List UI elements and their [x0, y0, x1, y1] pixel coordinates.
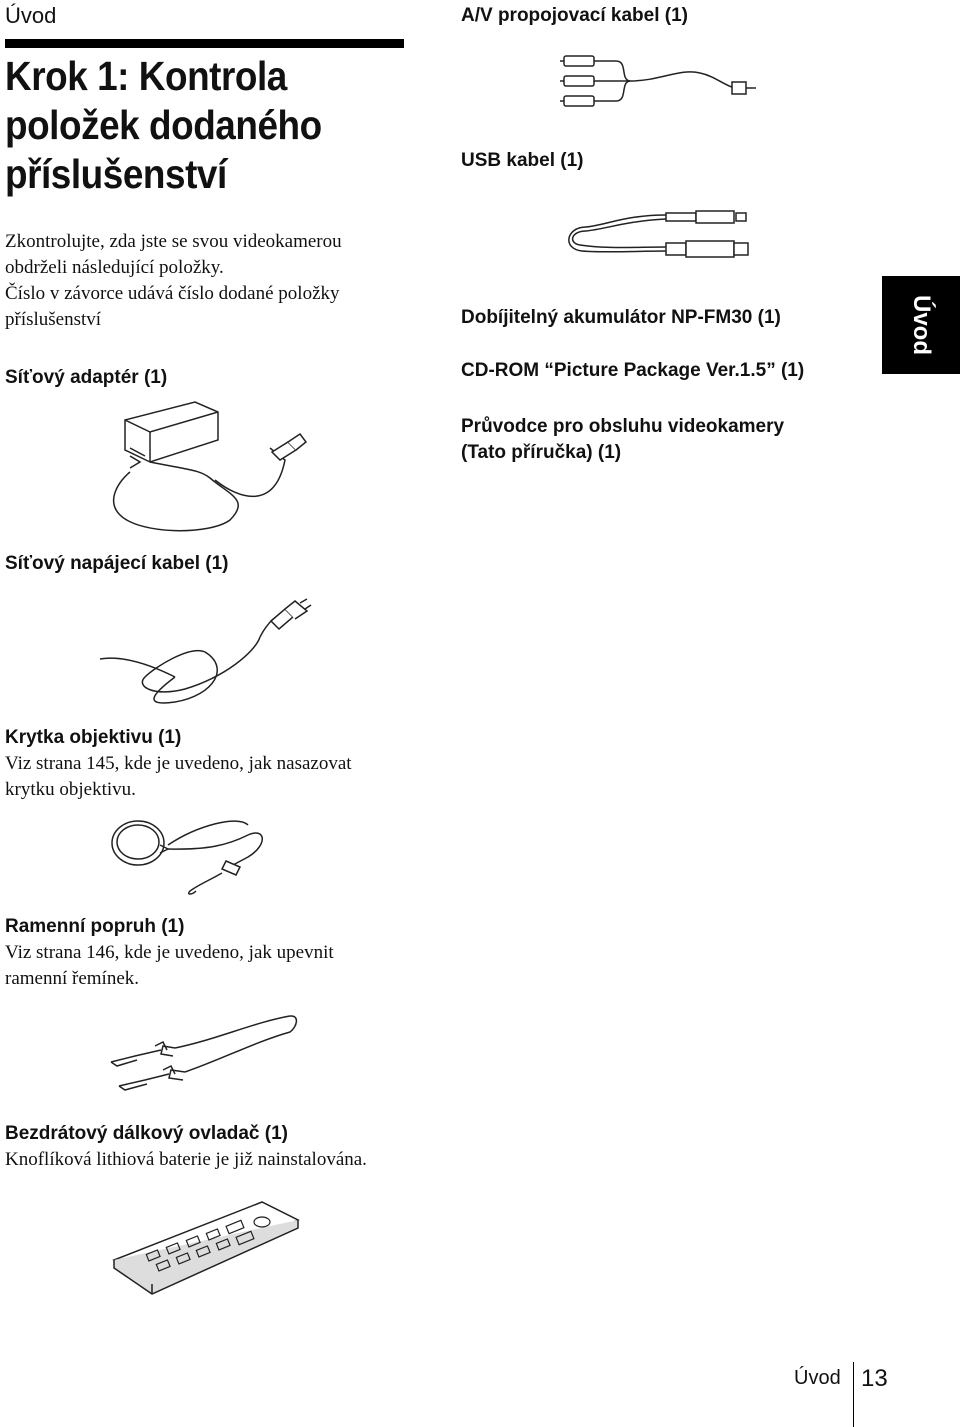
page-number: 13	[861, 1365, 888, 1392]
title-rule	[5, 39, 404, 48]
page-title-line: Krok 1: Kontrola	[5, 53, 287, 99]
item-heading-line: Průvodce pro obsluhu videokamery	[461, 416, 785, 437]
side-tab	[882, 276, 960, 374]
item-heading-remote: Bezdrátový dálkový ovladač (1)	[5, 1123, 288, 1144]
side-tab-label: Úvod	[908, 295, 935, 355]
intro-paragraph	[5, 229, 445, 333]
item-desc-line: Viz strana 146, kde je uvedeno, jak upevnit	[5, 942, 334, 963]
item-heading-power-cord: Síťový napájecí kabel (1)	[5, 553, 229, 574]
intro-line: příslušenství	[5, 309, 102, 330]
item-desc-lens-cap	[5, 751, 445, 803]
item-heading-line: (Tato příručka) (1)	[461, 442, 622, 463]
item-desc-line: krytku objektivu.	[5, 779, 136, 800]
item-desc-line: ramenní řemínek.	[5, 968, 140, 989]
item-heading-shoulder-strap: Ramenní popruh (1)	[5, 916, 185, 937]
item-heading-manual	[461, 414, 881, 466]
item-heading-lens-cap: Krytka objektivu (1)	[5, 727, 182, 748]
page-title-line: položek dodaného	[5, 102, 322, 148]
power-cord-icon	[95, 597, 315, 707]
item-desc-line: Knoflíková lithiová baterie je již nainstalována.	[5, 1149, 367, 1170]
intro-line: obdrželi následující položky.	[5, 257, 224, 278]
item-desc-remote	[5, 1147, 445, 1173]
lens-cap-icon	[108, 815, 268, 895]
item-heading-cd-rom: CD-ROM “Picture Package Ver.1.5” (1)	[461, 360, 805, 381]
shoulder-strap-icon	[105, 1012, 305, 1092]
usb-cable-icon	[566, 203, 758, 263]
item-heading-battery: Dobíjitelný akumulátor NP-FM30 (1)	[461, 307, 781, 328]
item-heading-ac-adapter: Síťový adaptér (1)	[5, 367, 168, 388]
footer-divider	[853, 1362, 854, 1427]
remote-control-icon	[112, 1198, 302, 1298]
item-heading-av-cable: A/V propojovací kabel (1)	[461, 5, 688, 26]
intro-line: Zkontrolujte, zda jste se svou videokamerou	[5, 231, 342, 252]
ac-adapter-icon	[100, 400, 320, 540]
page-title-line: příslušenství	[5, 151, 227, 197]
header-section-label: Úvod	[5, 3, 57, 28]
item-desc-shoulder-strap	[5, 940, 445, 992]
av-cable-icon	[560, 48, 756, 118]
page-title	[5, 52, 401, 199]
item-heading-usb-cable: USB kabel (1)	[461, 150, 584, 171]
item-desc-line: Viz strana 145, kde je uvedeno, jak nasazovat	[5, 753, 352, 774]
intro-line: Číslo v závorce udává číslo dodané položky	[5, 283, 340, 304]
footer-section-label: Úvod	[794, 1367, 841, 1389]
